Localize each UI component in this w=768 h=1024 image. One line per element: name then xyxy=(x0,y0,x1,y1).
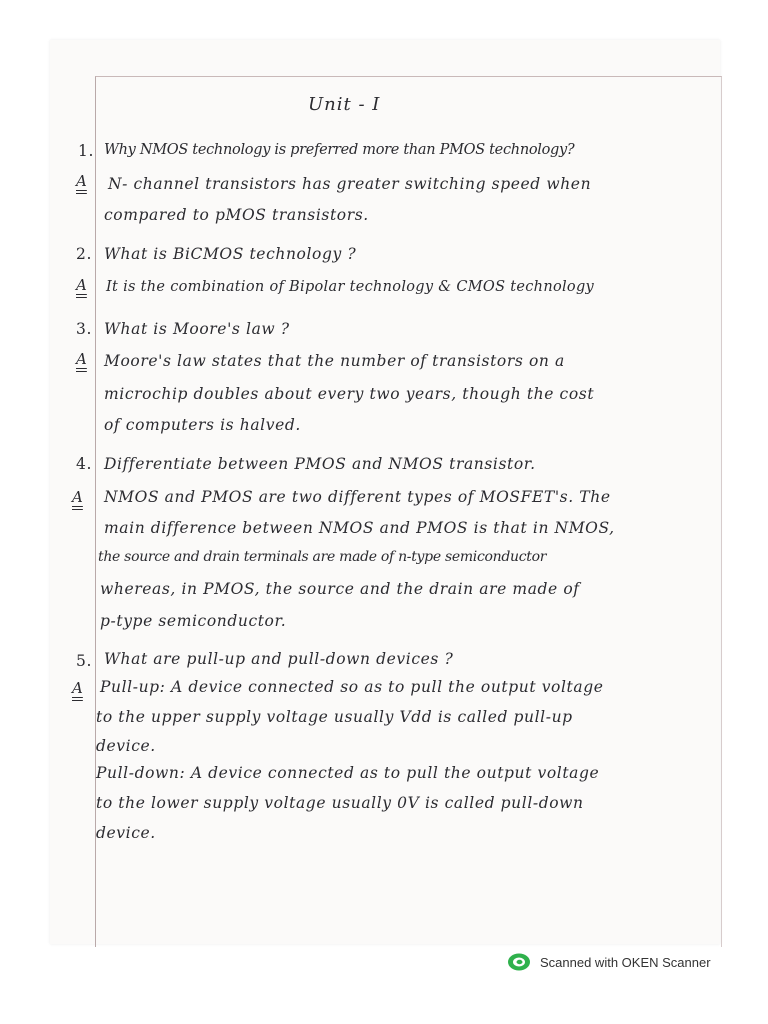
answer-5-line-4: Pull-down: A device connected as to pull the output voltage xyxy=(96,764,600,782)
answer-3-marker: A xyxy=(76,350,87,368)
answer-2-marker: A xyxy=(76,276,87,294)
answer-4-line-3: the source and drain terminals are made of n-type semiconductor xyxy=(98,549,547,565)
answer-5-line-3: device. xyxy=(96,737,156,755)
question-5-number: 5. xyxy=(76,652,92,670)
question-5-text: What are pull-up and pull-down devices ? xyxy=(104,650,454,668)
oken-scanner-logo-icon xyxy=(506,952,532,972)
page-title: Unit - I xyxy=(308,94,381,115)
answer-1-line-2: compared to pMOS transistors. xyxy=(104,206,369,224)
answer-4-line-1: NMOS and PMOS are two different types of MOSFET's. The xyxy=(104,488,611,506)
question-2-number: 2. xyxy=(76,245,92,263)
answer-5-marker: A xyxy=(72,679,83,697)
question-1-number: 1. xyxy=(78,142,94,160)
answer-1-marker: A xyxy=(76,172,87,190)
answer-3-line-2: microchip doubles about every two years, though the cost xyxy=(104,385,595,403)
answer-1-line-1: N- channel transistors has greater switching speed when xyxy=(108,175,592,193)
scanner-watermark xyxy=(506,952,711,972)
answer-4-marker: A xyxy=(72,488,83,506)
answer-5-line-1: Pull-up: A device connected so as to pull the output voltage xyxy=(100,678,604,696)
scanner-watermark-text: Scanned with OKEN Scanner xyxy=(540,954,711,970)
answer-5-line-5: to the lower supply voltage usually 0V is called pull-down xyxy=(96,794,584,812)
answer-2-line-1: It is the combination of Bipolar technology & CMOS technology xyxy=(106,279,595,295)
answer-3-line-1: Moore's law states that the number of transistors on a xyxy=(104,352,565,370)
answer-4-line-2: main difference between NMOS and PMOS is that in NMOS, xyxy=(104,519,615,537)
question-4-text: Differentiate between PMOS and NMOS transistor. xyxy=(104,455,536,473)
question-3-number: 3. xyxy=(76,320,92,338)
answer-3-line-3: of computers is halved. xyxy=(104,416,301,434)
question-4-number: 4. xyxy=(76,455,92,473)
answer-4-line-4: whereas, in PMOS, the source and the drain are made of xyxy=(100,580,580,598)
answer-5-line-6: device. xyxy=(96,824,156,842)
question-2-text: What is BiCMOS technology ? xyxy=(104,245,357,263)
question-1-text: Why NMOS technology is preferred more than PMOS technology? xyxy=(104,142,575,158)
answer-4-line-5: p-type semiconductor. xyxy=(100,612,287,630)
question-3-text: What is Moore's law ? xyxy=(104,320,290,338)
answer-5-line-2: to the upper supply voltage usually Vdd is called pull-up xyxy=(96,708,573,726)
